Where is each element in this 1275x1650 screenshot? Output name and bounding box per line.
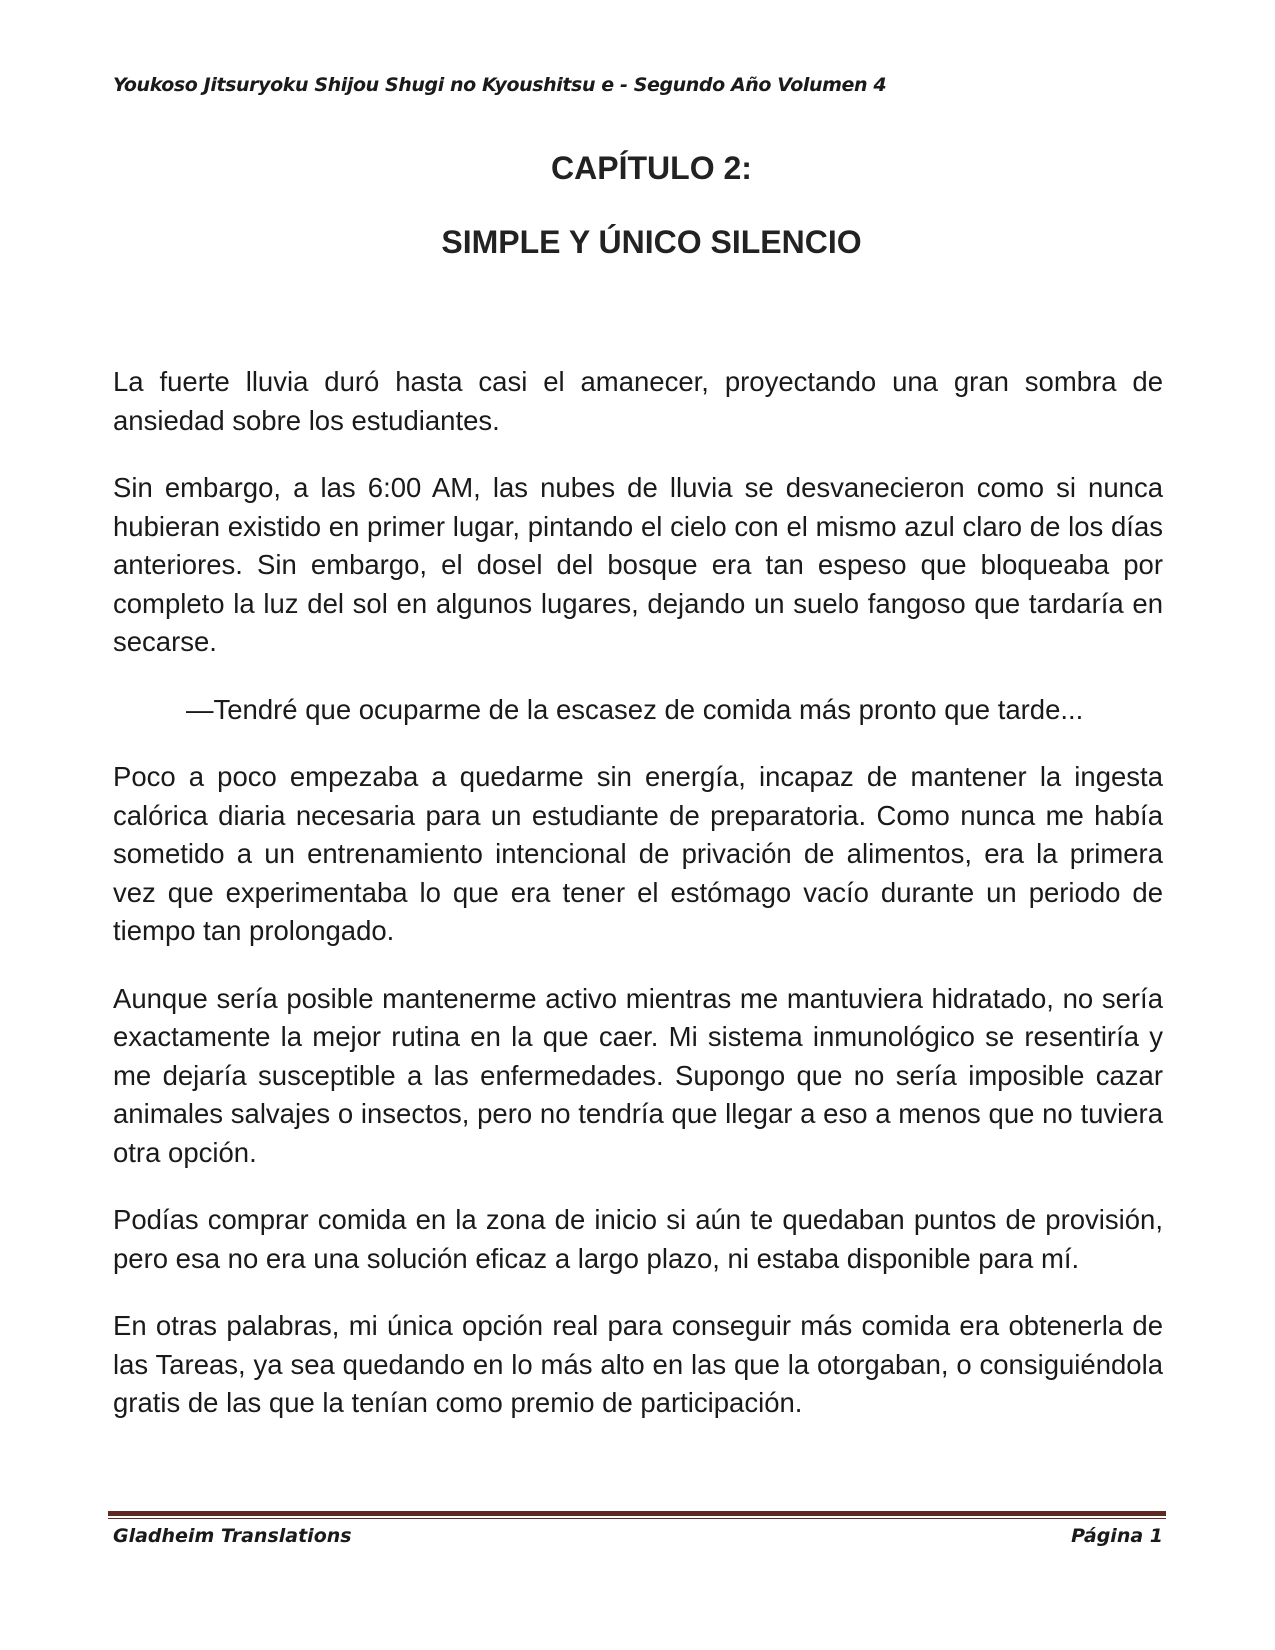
page-number: Página 1 [1071, 1525, 1163, 1547]
footer-divider [108, 1511, 1166, 1516]
paragraph: Aunque sería posible mantenerme activo mientras me mantuviera hidratado, no sería exactamente la mejor rutina en la que caer. Mi sistema inmunológico se resentiría y me dejaría susceptible a las enfermedades. Supongo que no sería imposible cazar animales salvajes o insectos, pero no tendría que llegar a eso a menos que no tuviera otra opción. [113, 982, 1163, 1168]
footer-publisher: Gladheim Translations [113, 1525, 352, 1547]
dialogue-line: —Tendré que ocuparme de la escasez de comida más pronto que tarde... [186, 693, 1084, 725]
chapter-number: CAPÍTULO 2: [551, 150, 752, 186]
paragraph: La fuerte lluvia duró hasta casi el amanecer, proyectando una gran sombra de ansiedad sobre los estudiantes. [113, 366, 1163, 436]
paragraph: Sin embargo, a las 6:00 AM, las nubes de lluvia se desvanecieron como si nunca hubieran existido en primer lugar, pintando el cielo con el mismo azul claro de los días anteriores. Sin embargo, el dosel del bosque era tan espeso que bloqueaba por completo la luz del sol en algunos lugares, dejando un suelo fangoso que tardaría en secarse. [113, 472, 1163, 657]
footer-divider-thin [108, 1518, 1166, 1519]
chapter-title: SIMPLE Y ÚNICO SILENCIO [441, 224, 862, 260]
paragraph: En otras palabras, mi única opción real para conseguir más comida era obtenerla de las Tareas, ya sea quedando en lo más alto en las que la otorgaban, o consiguiéndola gratis de las que la tenían como premio de participación. [113, 1310, 1163, 1418]
chapter-body [113, 363, 1163, 1452]
paragraph: Podías comprar comida en la zona de inicio si aún te quedaban puntos de provisión, pero esa no era una solución eficaz a largo plazo, ni estaba disponible para mí. [113, 1204, 1163, 1274]
running-header: Youkoso Jitsuryoku Shijou Shugi no Kyoushitsu e - Segundo Año Volumen 4 [113, 74, 887, 96]
paragraph: Poco a poco empezaba a quedarme sin energía, incapaz de mantener la ingesta calórica diaria necesaria para un estudiante de preparatoria. Como nunca me había sometido a un entrenamiento intencional de privación de alimentos, era la primera vez que experimentaba lo que era tener el estómago vacío durante un periodo de tiempo tan prolongado. [113, 761, 1163, 946]
